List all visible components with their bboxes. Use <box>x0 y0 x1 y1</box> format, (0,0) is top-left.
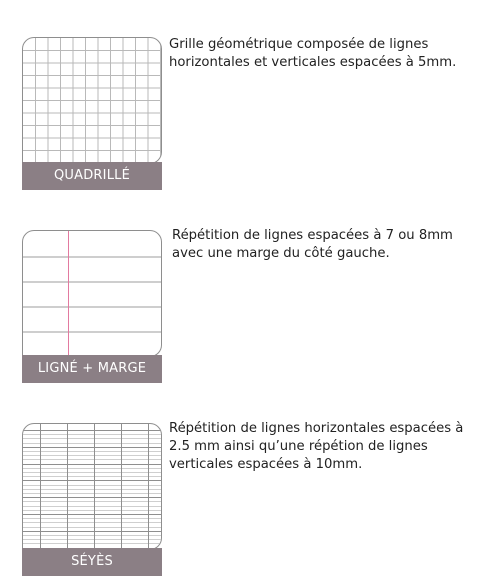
quadrille-label: QUADRILLÉ <box>22 162 162 190</box>
seyes-label: SÉYÈS <box>22 548 162 576</box>
ruled-margin-icon <box>23 231 161 356</box>
seyes-paper-swatch <box>22 423 162 550</box>
paper-card-ligne-marge <box>22 230 162 383</box>
seyes-icon <box>23 424 161 549</box>
quadrille-description: Grille géométrique composée de lignes horizontales et verticales espacées à 5mm. <box>169 37 457 70</box>
ligne-marge-paper-swatch <box>22 230 162 357</box>
quadrille-paper-swatch <box>22 37 162 164</box>
seyes-description: Répétition de lignes horizontales espacées à 2.5 mm ainsi qu’une répétion de lignes verticales espacées à 10mm. <box>169 421 464 472</box>
paper-card-quadrille <box>22 37 162 190</box>
ligne-marge-description: Répétition de lignes espacées à 7 ou 8mm avec une marge du côté gauche. <box>172 228 453 261</box>
grid-icon <box>23 38 161 163</box>
ligne-marge-label: LIGNÉ + MARGE <box>22 355 162 383</box>
paper-card-seyes <box>22 423 162 576</box>
